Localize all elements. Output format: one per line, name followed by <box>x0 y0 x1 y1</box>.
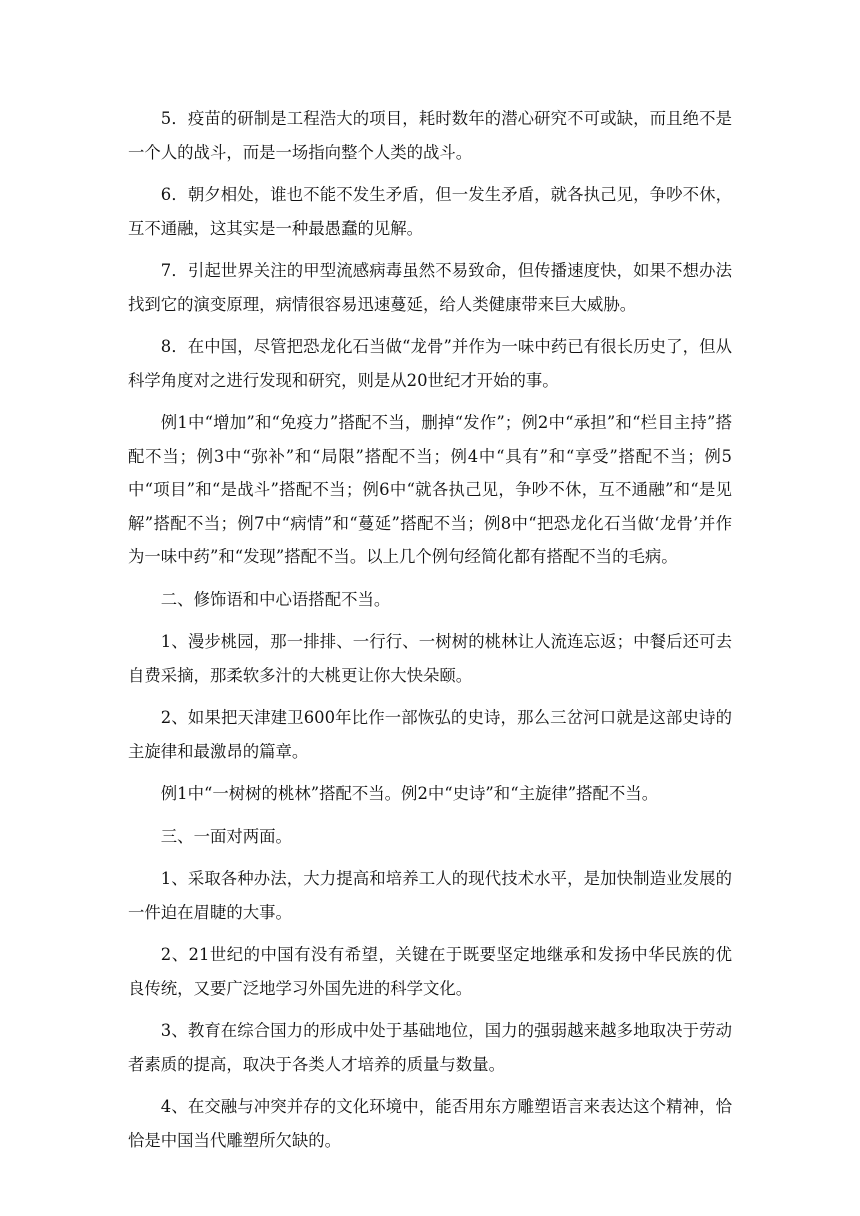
document-page <box>128 102 732 1166</box>
paragraph-example-5: 5．疫苗的研制是工程浩大的项目，耗时数年的潜心研究不可或缺，而且绝不是一个人的战斗，而是一场指向整个人类的战斗。 <box>128 109 732 162</box>
paragraph-section3-example-1: 1、采取各种办法，大力提高和培养工人的现代技术水平，是加快制造业发展的一件迫在眉睫的大事。 <box>128 869 732 922</box>
paragraph-section3-example-3: 3、教育在综合国力的形成中处于基础地位，国力的强弱越来越多地取决于劳动者素质的提高，取决于各类人才培养的质量与数量。 <box>128 1021 732 1074</box>
section-heading-3: 三、一面对两面。 <box>160 826 292 846</box>
section-heading-2: 二、修饰语和中心语搭配不当。 <box>160 589 391 609</box>
paragraph-section2-example-2: 2、如果把天津建卫600年比作一部恢弘的史诗，那么三岔河口就是这部史诗的主旋律和最激昂的篇章。 <box>128 708 732 761</box>
paragraph-analysis-1: 例1中“增加”和“免疫力”搭配不当，删掉“发作”；例2中“承担”和“栏目主持”搭配不当；例3中“弥补”和“局限”搭配不当；例4中“具有”和“享受”搭配不当；例5中“项目”和“是战斗”搭配不当；例6中“就各执己见，争吵不休，互不通融”和“是见解”搭配不当；例7中“病情”和“蔓延”搭配不当；例8中“把恐龙化石当做‘龙骨’并作为一味中药”和“发现”搭配不当。以上几个例句经简化都有搭配不当的毛病。 <box>128 413 732 566</box>
paragraph-section2-example-1: 1、漫步桃园，那一排排、一行行、一树树的桃林让人流连忘返；中餐后还可去自费采摘，那柔软多汁的大桃更让你大快朵颐。 <box>128 632 732 685</box>
paragraph-section3-example-4: 4、在交融与冲突并存的文化环境中，能否用东方雕塑语言来表达这个精神，恰恰是中国当代雕塑所欠缺的。 <box>128 1097 732 1150</box>
paragraph-analysis-2: 例1中“一树树的桃林”搭配不当。例2中“史诗”和“主旋律”搭配不当。 <box>160 784 659 803</box>
paragraph-example-8: 8．在中国，尽管把恐龙化石当做“龙骨”并作为一味中药已有很长历史了，但从科学角度对之进行发现和研究，则是从20世纪才开始的事。 <box>128 337 732 390</box>
paragraph-example-6: 6．朝夕相处，谁也不能不发生矛盾，但一发生矛盾，就各执己见，争吵不休，互不通融，这其实是一种最愚蠢的见解。 <box>128 185 732 238</box>
paragraph-example-7: 7．引起世界关注的甲型流感病毒虽然不易致命，但传播速度快，如果不想办法找到它的演变原理，病情很容易迅速蔓延，给人类健康带来巨大威胁。 <box>128 261 732 314</box>
paragraph-section3-example-2: 2、21世纪的中国有没有希望，关键在于既要坚定地继承和发扬中华民族的优良传统，又要广泛地学习外国先进的科学文化。 <box>128 945 732 998</box>
